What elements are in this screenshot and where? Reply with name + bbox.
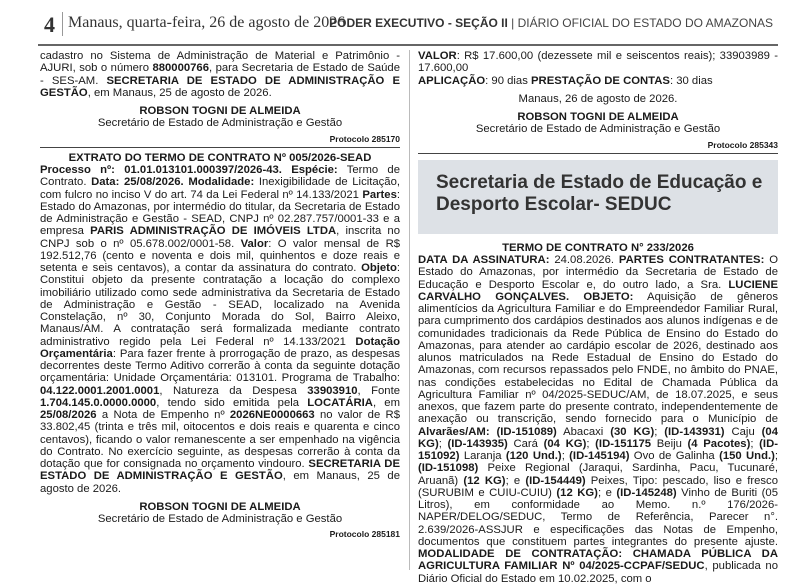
header-date: Manaus, quarta-feira, 26 de agosto de 2026: [68, 14, 346, 31]
value-paragraph: VALOR: R$ 17.600,00 (dezessete mil e seiscentos reais); 33903989 - 17.600,00: [418, 50, 778, 75]
contract-body: DATA DA ASSINATURA: 24.08.2026. PARTES CONTRATANTES: O Estado do Amazonas, por intermédio da Secretaria de Estado de Educação e Desporto Escolar e, do outro lado, a Sra. LUCIENE CARVALHO GONÇALVES. OBJETO: Aquisição de gêneros alimentícios da Agricultura Familiar e do Empreendedor Familiar Rural, para cumprimento dos cardápios destinados aos alunos indígenas e de comunidades tradicionais da Rede Pública de Ensino do Estado do Amazonas, para atender ao cardápio escolar de 2026, destinado aos alunos matriculados na Rede Estadual de Ensino do Estado do Amazonas, com recursos repassados pelo FNDE, no âmbito do PNAE, nas condições estabelecidas no Edital de Chamada Pública da Agricultura Familiar nº 04/2025-SEDUC/AM, de 18.07.2025, e seus anexos, que fazem parte do presente contrato, independentemente de anexação ou transcrição, sendo fornecido para o Município de Alvarães/AM: (ID-151089) Abacaxi (30 KG); (ID-143931) Caju (04 KG); (ID-143935) Cará (04 KG); (ID-151175 Beiju (4 Pacotes); (ID-151092) Laranja (120 Und.); (ID-145194) Ovo de Galinha (150 Und.); (ID-151098) Peixe Regional (Jaraqui, Sardinha, Pacu, Tucunaré, Aruanã) (12 KG); e (ID-154449) Peixes, Tipo: pescado, liso e fresco (SURUBIM e CUIU-CUIU) (12 KG); e (ID-145248) Vinho de Buriti (05 Litros), em conformidade ao Memo. n.º 176/2026-NAPER/DELOG/SEDUC, Termo de Referência, Parecer n°. 2.639/2026-ASSJUR e especificações das Notas de Empenho, documentos que constituem partes integrantes do presente ajuste. MODALIDADE DE CONTRATAÇÃO: CHAMADA PÚBLICA DA AGRICULTURA FAMILIAR Nº 04/2025-CCPAF/SEDUC, publicada no Diário Oficial do Estado em 10.02.2025, com o: [418, 254, 779, 585]
section-label: PODER EXECUTIVO - SEÇÃO II: [329, 16, 508, 30]
publication-name: | DIÁRIO OFICIAL DO ESTADO DO AMAZONAS: [511, 16, 773, 30]
agency-title: Secretaria de Estado de Educação e Desporto Escolar- SEDUC: [436, 171, 763, 215]
protocol-number: Protocolo 285170: [329, 133, 400, 144]
column-divider: [409, 50, 410, 570]
signer-name: ROBSON TOGNI DE ALMEIDA: [139, 105, 301, 117]
right-column: [418, 50, 778, 585]
signer-name: ROBSON TOGNI DE ALMEIDA: [139, 500, 301, 513]
application-paragraph: APLICAÇÃO: 90 dias PRESTAÇÃO DE CONTAS: 30 dias: [418, 74, 713, 87]
header-publication: [329, 16, 773, 30]
signer-name: ROBSON TOGNI DE ALMEIDA: [517, 111, 679, 123]
protocol-number: Protocolo 285343: [707, 139, 778, 150]
agency-banner: [418, 160, 778, 234]
section-separator: [418, 153, 778, 154]
page-number: 4: [44, 12, 55, 37]
header-divider: [62, 12, 63, 36]
extract-title: EXTRATO DO TERMO DE CONTRATO Nº 005/2026-SEAD: [68, 151, 372, 164]
header-rule: [38, 44, 778, 46]
signer-role: Secretário de Estado de Administração e Gestão: [475, 123, 721, 136]
signer-role: Secretário de Estado de Administração e Gestão: [97, 513, 343, 525]
extract-body: Processo nº: 01.01.013101.000397/2026-43. Espécie: Termo de Contrato. Data: 25/08/2026. Modalidade: Inexigibilidade de Licitação, com fulcro no inciso V do art. 74 da Lei Federal nº 14.133/2021 Partes: Estado do Amazonas, por intermédio do titular, da Secretaria de Estado de Administração e Gestão - SEAD, CNPJ nº 02.287.757/0001-33 e a empresa PARIS ADMINISTRAÇÃO DE IMÓVEIS LTDA, inscrita no CNPJ sob o nº 05.678.002/0001-58. Valor: O valor mensal de R$ 192.512,76 (cento e noventa e dois mil, quinhentos e doze reais e setenta e seis centavos), a contar da assinatura do contrato. Objeto: Constitui objeto da presente contratação a locação do complexo imobiliário utilizado como sede administrativa da Secretaria de Estado de Administração e Gestão - SEAD, localizado na Avenida Constelação, nº 30, Conjunto Morada do Sol, Bairro Aleixo, Manaus/AM. A contratação será formalizada mediante contrato administrativo regido pela Lei Federal nº 14.133/2021 Dotação Orçamentária: Para fazer frente à prorrogação de prazo, as despesas decorrentes deste Termo Aditivo correrão à conta da seguinte dotação orçamentária: Unidade Orçamentária: 013101. Programa de Trabalho: 04.122.0001.2001.0001, Natureza da Despesa 33903910, Fonte 1.704.145.0.0000.0000, tendo sido emitida pela LOCATÁRIA, em 25/08/2026 a Nota de Empenho nº 2026NE0000663 no valor de R$ 33.802,45 (trinta e três mil, oitocentos e dois reais e quarenta e cinco centavos), ficando o valor remanescente a ser empenhado na vigência do Contrato. No exercício seguinte, as despesas correrão à conta da dotação que for consignada no orçamento vindouro. SECRETARIA DE ESTADO DE ADMINISTRAÇÃO E GESTÃO, em Manaus, 25 de agosto de 2026.: [40, 164, 401, 495]
protocol-number: Protocolo 285181: [329, 529, 400, 540]
page-header: [0, 0, 801, 48]
signer-role: Secretário de Estado de Administração e Gestão: [97, 117, 343, 130]
contract-title: TERMO DE CONTRATO N° 233/2026: [502, 241, 694, 254]
place-date: Manaus, 26 de agosto de 2026.: [518, 92, 678, 105]
left-column: [40, 50, 400, 541]
section-separator: [40, 147, 400, 148]
left-top-paragraph: cadastro no Sistema de Administração de Material e Patrimônio - AJURI, sob o número 880000766, para Secretaria de Estado de Saúde - SES-AM. SECRETARIA DE ESTADO DE ADMINISTRAÇÃO E GESTÃO, em Manaus, 25 de agosto de 2026.: [40, 50, 400, 99]
